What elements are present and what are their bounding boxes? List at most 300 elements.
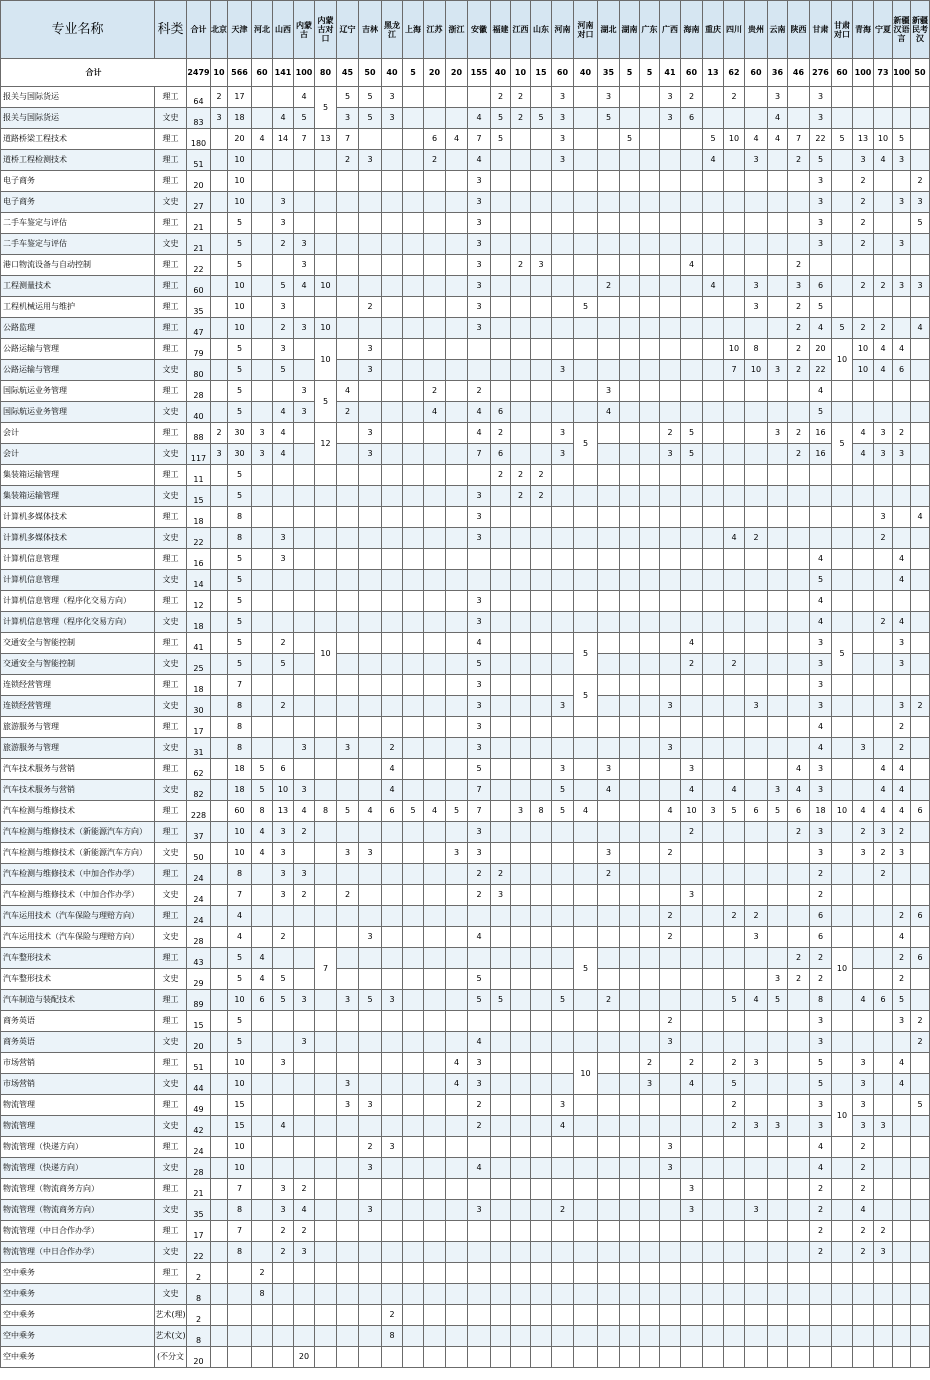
quota-cell [832,1221,853,1242]
quota-cell: 5 [810,297,832,318]
quota-cell: 3 [294,318,315,339]
quota-cell [703,969,724,990]
header-province: 陕西 [788,1,810,59]
quota-cell: 2 [211,87,228,108]
quota-cell [211,990,228,1011]
quota-cell: 8 [228,1200,252,1221]
quota-cell: 3 [382,990,403,1011]
quota-cell [853,87,874,108]
quota-cell [211,465,228,486]
quota-cell [273,591,294,612]
quota-cell [768,150,788,171]
quota-cell [511,759,531,780]
quota-cell [468,1221,491,1242]
quota-cell: 13 [315,129,337,150]
quota-cell [211,297,228,318]
quota-cell: 10 [228,297,252,318]
quota-cell: 3 [745,927,768,948]
quota-cell [491,1326,511,1347]
quota-cell [359,402,382,423]
quota-cell [681,1242,703,1263]
quota-cell [620,612,640,633]
quota-cell [598,1032,620,1053]
quota-cell [294,759,315,780]
quota-cell [853,759,874,780]
quota-cell [511,1116,531,1137]
quota-cell [511,633,531,654]
quota-cell [703,906,724,927]
quota-cell [273,1032,294,1053]
quota-cell [531,864,552,885]
quota-cell [337,1221,359,1242]
quota-cell: 3 [468,717,491,738]
quota-cell [491,549,511,570]
quota-cell [552,171,574,192]
quota-cell [660,1347,681,1368]
quota-cell: 20 [294,1347,315,1368]
quota-cell [598,885,620,906]
quota-cell [640,507,660,528]
quota-cell: 5 [574,297,598,318]
quota-cell [681,192,703,213]
quota-cell: 4 [911,507,930,528]
quota-cell [768,465,788,486]
quota-cell [403,381,424,402]
quota-cell [337,906,359,927]
quota-cell [491,717,511,738]
quota-cell [315,1032,337,1053]
quota-cell: 3 [768,360,788,381]
quota-cell [403,1305,424,1326]
quota-cell: 6 [810,276,832,297]
quota-cell: 2 [810,948,832,969]
quota-cell [788,171,810,192]
quota-cell [745,570,768,591]
quota-cell: 3 [337,843,359,864]
quota-cell [640,759,660,780]
quota-cell: 2 [273,318,294,339]
quota-cell: 2 [874,843,893,864]
quota-cell [491,486,511,507]
header-province: 河北 [252,1,273,59]
quota-cell [598,549,620,570]
merged-quota-cell: 12 [315,423,337,465]
header-province: 湖南 [620,1,640,59]
quota-cell [640,864,660,885]
quota-cell [511,1032,531,1053]
quota-cell: 4 [468,1032,491,1053]
quota-cell [382,549,403,570]
quota-cell [574,1116,598,1137]
quota-cell: 7 [294,129,315,150]
quota-cell [640,465,660,486]
quota-cell [745,1158,768,1179]
row-total: 42 [187,1116,211,1137]
quota-cell [382,192,403,213]
quota-cell: 3 [273,822,294,843]
quota-cell [660,591,681,612]
quota-cell [893,591,911,612]
quota-cell [598,696,620,717]
quota-cell [768,402,788,423]
quota-cell [768,234,788,255]
category: 文史 [155,654,187,675]
quota-cell: 3 [598,759,620,780]
table-row [1,465,930,486]
quota-cell [911,591,930,612]
quota-cell: 3 [893,654,911,675]
major-name: 空中乘务 [1,1305,155,1326]
quota-cell [446,297,468,318]
quota-cell [446,1137,468,1158]
quota-cell [832,234,853,255]
quota-cell [228,1347,252,1368]
table-row [1,885,930,906]
quota-cell [832,1305,853,1326]
quota-cell [832,675,853,696]
quota-cell: 2 [640,1053,660,1074]
quota-cell [598,528,620,549]
quota-cell: 6 [491,402,511,423]
quota-cell [446,780,468,801]
quota-cell [745,948,768,969]
quota-cell [703,234,724,255]
quota-cell [768,444,788,465]
quota-cell [745,423,768,444]
quota-cell [724,402,745,423]
quota-cell [745,381,768,402]
quota-cell [598,1263,620,1284]
quota-cell [768,717,788,738]
quota-cell [893,528,911,549]
quota-cell [681,969,703,990]
header-province: 甘肃对口 [832,1,853,59]
quota-cell [598,675,620,696]
quota-cell [424,297,446,318]
quota-cell: 16 [810,423,832,444]
quota-cell [703,297,724,318]
quota-cell [574,1305,598,1326]
quota-cell [531,612,552,633]
quota-cell [382,129,403,150]
quota-cell: 2 [893,738,911,759]
quota-cell: 3 [552,423,574,444]
quota-cell: 5 [273,360,294,381]
table-row [1,822,930,843]
quota-cell [853,591,874,612]
merged-quota-cell: 10 [315,633,337,675]
quota-cell [211,1032,228,1053]
quota-cell [703,759,724,780]
quota-cell: 3 [681,1200,703,1221]
quota-cell: 18 [228,108,252,129]
major-name: 二手车鉴定与评估 [1,213,155,234]
quota-cell [874,1011,893,1032]
quota-cell [874,654,893,675]
quota-cell [403,339,424,360]
quota-cell [252,1347,273,1368]
category: 文史 [155,528,187,549]
quota-cell: 3 [359,339,382,360]
merged-quota-cell: 5 [574,633,598,675]
quota-cell [424,234,446,255]
summary-value: 46 [788,59,810,87]
quota-cell: 2 [724,1116,745,1137]
quota-cell [620,318,640,339]
quota-cell [874,927,893,948]
quota-cell [660,570,681,591]
major-name: 物流管理（中日合作办学） [1,1242,155,1263]
quota-cell [424,213,446,234]
quota-cell [359,192,382,213]
quota-cell [574,528,598,549]
table-row [1,1074,930,1095]
quota-cell: 10 [228,150,252,171]
quota-cell: 2 [598,990,620,1011]
quota-cell [403,1242,424,1263]
quota-cell [598,612,620,633]
quota-cell: 3 [810,234,832,255]
table-row [1,1032,930,1053]
major-name: 报关与国际货运 [1,108,155,129]
summary-value: 60 [681,59,703,87]
quota-cell: 2 [211,423,228,444]
quota-cell [874,1200,893,1221]
quota-cell: 18 [810,801,832,822]
quota-cell: 7 [228,1179,252,1200]
quota-cell [382,360,403,381]
quota-cell [252,234,273,255]
major-name: 旅游服务与管理 [1,717,155,738]
quota-cell [511,570,531,591]
quota-cell [294,528,315,549]
quota-cell [810,1347,832,1368]
quota-cell [832,717,853,738]
quota-cell [681,1326,703,1347]
quota-cell [359,633,382,654]
quota-cell: 4 [810,591,832,612]
quota-cell [211,1053,228,1074]
quota-cell [403,1053,424,1074]
category: 理工 [155,423,187,444]
quota-cell [703,885,724,906]
quota-cell: 2 [491,87,511,108]
quota-cell [724,927,745,948]
quota-cell: 2 [893,948,911,969]
quota-cell: 4 [446,1053,468,1074]
quota-cell [359,1326,382,1347]
quota-cell [745,759,768,780]
quota-cell [468,570,491,591]
quota-cell [403,717,424,738]
quota-cell: 3 [552,1095,574,1116]
row-total: 28 [187,381,211,402]
quota-cell: 4 [874,339,893,360]
quota-cell [273,381,294,402]
table-row [1,402,930,423]
quota-cell: 3 [768,780,788,801]
quota-cell: 5 [681,444,703,465]
quota-cell: 10 [874,129,893,150]
quota-cell [315,822,337,843]
quota-cell: 10 [228,1053,252,1074]
quota-cell: 13 [853,129,874,150]
table-row [1,381,930,402]
quota-cell [446,276,468,297]
quota-cell [424,1053,446,1074]
quota-cell [853,1326,874,1347]
summary-value: 10 [211,59,228,87]
quota-cell [337,1137,359,1158]
summary-total: 2479 [187,59,211,87]
quota-cell: 4 [810,1137,832,1158]
quota-cell [620,738,640,759]
quota-cell [911,717,930,738]
quota-cell [211,129,228,150]
quota-cell: 3 [703,801,724,822]
quota-cell [252,213,273,234]
quota-cell [620,570,640,591]
quota-cell [574,1221,598,1242]
quota-cell [660,1053,681,1074]
quota-cell [598,318,620,339]
quota-cell [574,1158,598,1179]
quota-cell [788,1284,810,1305]
quota-cell [768,1137,788,1158]
table-body [1,59,930,1368]
quota-cell [620,801,640,822]
quota-cell [211,801,228,822]
table-row [1,129,930,150]
quota-cell [403,1347,424,1368]
quota-cell [403,1179,424,1200]
quota-cell: 3 [273,864,294,885]
row-total: 18 [187,507,211,528]
quota-cell [403,423,424,444]
quota-cell [252,465,273,486]
table-row [1,1221,930,1242]
quota-cell [511,171,531,192]
quota-cell: 3 [810,780,832,801]
quota-cell [874,234,893,255]
quota-cell [294,549,315,570]
category: 理工 [155,1263,187,1284]
quota-cell [620,1179,640,1200]
quota-cell: 3 [446,843,468,864]
quota-cell: 2 [598,276,620,297]
quota-cell [640,1284,660,1305]
quota-cell [620,486,640,507]
quota-cell [403,570,424,591]
quota-cell: 4 [874,801,893,822]
category: 理工 [155,1053,187,1074]
quota-cell [315,1158,337,1179]
quota-cell: 3 [294,1032,315,1053]
quota-cell: 2 [681,1053,703,1074]
quota-cell: 3 [745,150,768,171]
quota-cell [598,1158,620,1179]
quota-cell [531,276,552,297]
quota-cell [598,822,620,843]
quota-cell [359,675,382,696]
quota-cell [337,192,359,213]
quota-cell [337,654,359,675]
quota-cell [768,486,788,507]
merged-quota-cell: 5 [574,948,598,990]
quota-cell [511,423,531,444]
quota-cell [640,255,660,276]
row-total: 29 [187,969,211,990]
quota-cell [640,654,660,675]
quota-cell: 3 [382,108,403,129]
quota-cell [511,1158,531,1179]
quota-cell [294,843,315,864]
quota-cell [911,990,930,1011]
quota-cell [315,192,337,213]
quota-cell: 4 [252,129,273,150]
quota-cell [511,1137,531,1158]
header-province: 内蒙古 [294,1,315,59]
major-name: 汽车检测与维修技术（中加合作办学） [1,885,155,906]
quota-cell [511,1074,531,1095]
quota-cell [724,507,745,528]
quota-cell [853,1263,874,1284]
quota-cell [703,1179,724,1200]
table-row [1,1179,930,1200]
quota-cell [273,738,294,759]
quota-cell [294,297,315,318]
quota-cell [620,87,640,108]
quota-cell: 3 [511,801,531,822]
quota-cell [640,969,660,990]
quota-cell [874,1179,893,1200]
quota-cell [832,549,853,570]
row-total: 20 [187,1032,211,1053]
quota-cell [468,1011,491,1032]
quota-cell [552,192,574,213]
quota-cell: 10 [315,318,337,339]
quota-cell [874,696,893,717]
quota-cell: 3 [359,927,382,948]
header-province: 浙江 [446,1,468,59]
quota-cell [403,822,424,843]
quota-cell [382,1179,403,1200]
quota-cell: 3 [552,759,574,780]
summary-value: 73 [874,59,893,87]
quota-cell [315,1179,337,1200]
quota-cell [382,234,403,255]
quota-cell [315,885,337,906]
quota-cell: 2 [788,339,810,360]
quota-cell [252,1116,273,1137]
quota-cell [574,990,598,1011]
quota-cell [211,1305,228,1326]
quota-cell [574,906,598,927]
quota-cell [511,192,531,213]
quota-cell: 3 [874,507,893,528]
quota-cell [768,255,788,276]
row-total: 83 [187,108,211,129]
quota-cell [745,1263,768,1284]
quota-cell: 3 [294,1242,315,1263]
quota-cell [252,87,273,108]
quota-cell [640,885,660,906]
quota-cell [468,1263,491,1284]
quota-cell [424,738,446,759]
quota-cell [446,1116,468,1137]
quota-cell [511,864,531,885]
quota-cell [911,129,930,150]
